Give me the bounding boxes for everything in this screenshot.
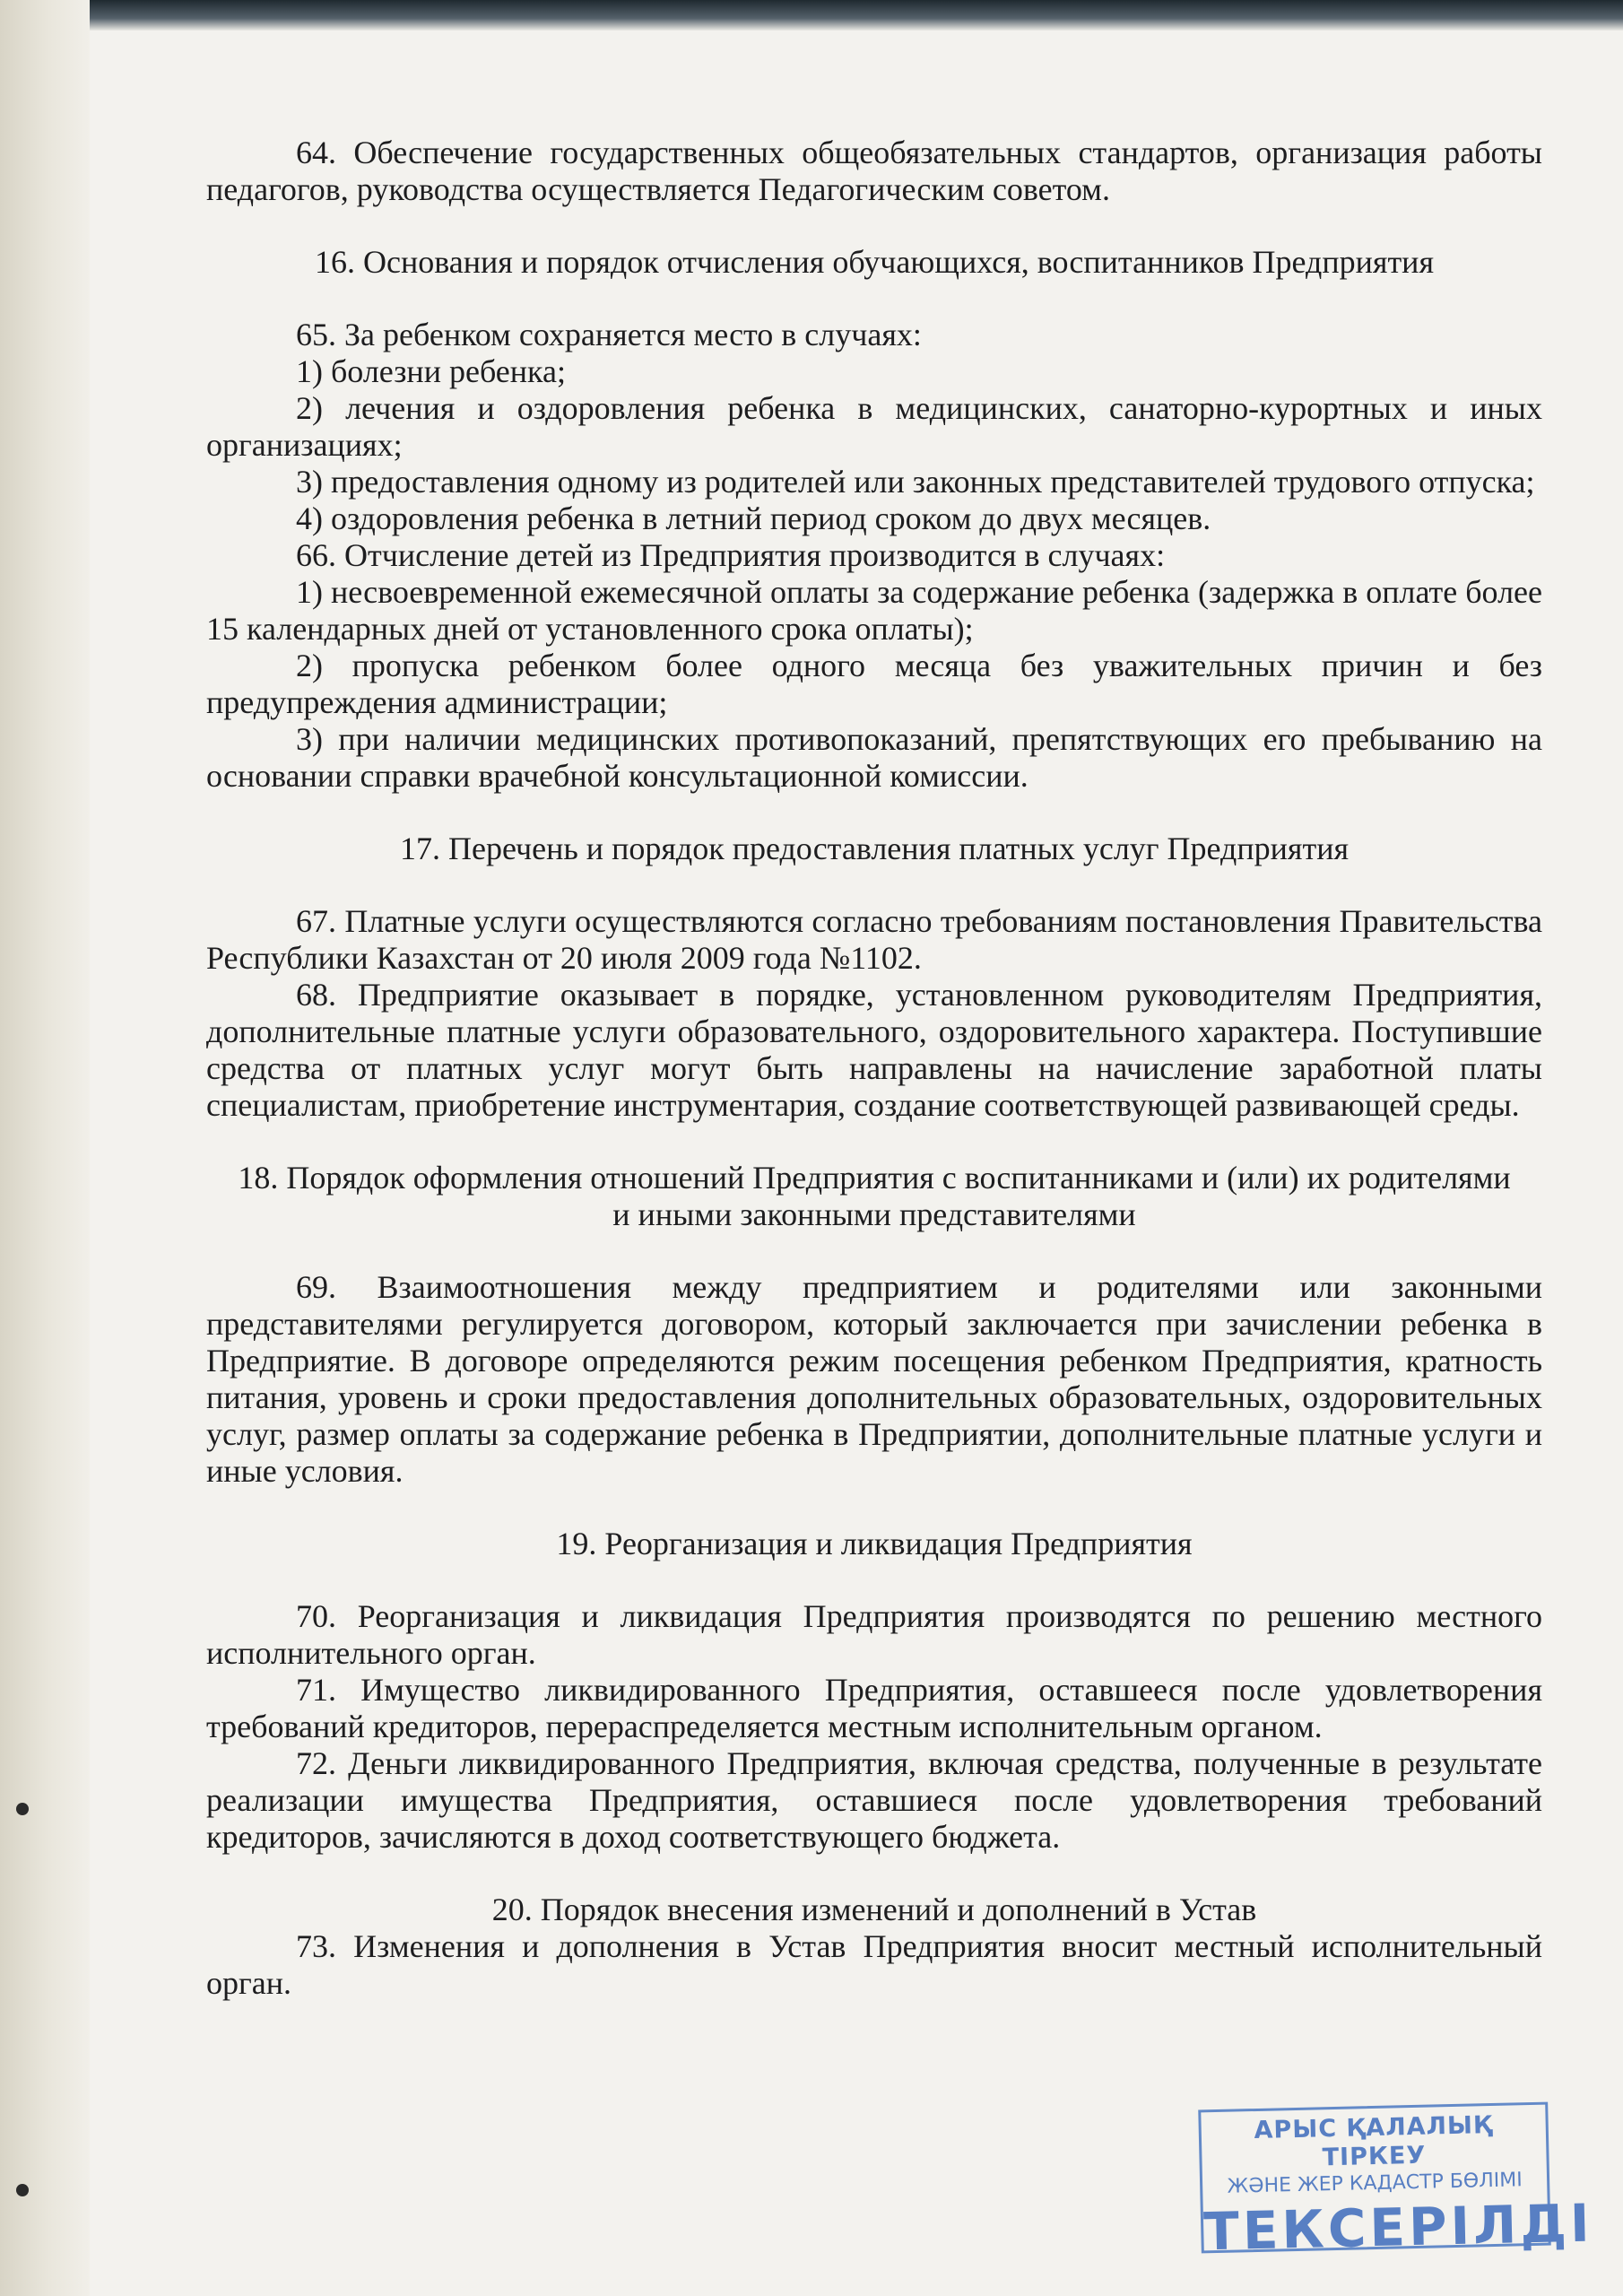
paragraph-68: 68. Предприятие оказывает в порядке, установленном руководителям Предприятия, дополнительные платные услуги образовательного, оздоровительного характера. Поступившие средства от платных услуг могут быть направлены на начисление заработной платы специалистам, приобретение инструментария, создание соответствующей развивающей среды. [206,977,1542,1123]
paragraph-71: 71. Имущество ликвидированного Предприятия, оставшееся после удовлетворения требований кредиторов, перераспределяется местным исполнительным органом. [206,1672,1542,1744]
registry-stamp [1198,2102,1594,2263]
list-item: 1) болезни ребенка; [296,353,566,389]
scan-top-edge [90,0,1623,30]
list-item: 2) пропуска ребенком более одного месяца без уважительных причин и без предупреждения администрации; [206,648,1542,720]
stamp-line1: АРЫС ҚАЛАЛЫҚ ТІРКЕУ [1254,2110,1494,2172]
paragraph-69: 69. Взаимоотношения между предприятием и родителями или законными представителями регулируется договором, который заключается при зачислении ребенка в Предприятие. В договоре определяются режим посещения ребенком Предприятия, кратность питания, уровень и сроки предоставления дополнительных образовательных, оздоровительных услуг, размер оплаты за содержание ребенка в Предприятии, дополнительные платные услуги и иные условия. [206,1269,1542,1489]
section-heading-18-line1: 18. Порядок оформления отношений Предприятия с воспитанниками и (или) их родителями [238,1160,1511,1196]
paragraph-67: 67. Платные услуги осуществляются согласно требованиям постановления Правительства Республики Казахстан от 20 июля 2009 года №1102. [206,903,1542,976]
stamp-verified-text: ТЕКСЕРІЛДІ [1202,2192,1594,2263]
document-page [206,135,1542,2179]
punch-hole-mark [16,2184,29,2196]
paragraph-70: 70. Реорганизация и ликвидация Предприятия производятся по решению местного исполнительного орган. [206,1598,1542,1671]
list-item: 1) несвоевременной ежемесячной оплаты за содержание ребенка (задержка в оплате более 15 календарных дней от установленного срока оплаты); [206,574,1543,647]
section-heading-17: 17. Перечень и порядок предоставления платных услуг Предприятия [399,831,1350,866]
section-heading-20: 20. Порядок внесения изменений и дополнений в Устав [491,1892,1257,1927]
paragraph-73: 73. Изменения и дополнения в Устав Предприятия вносит местный исполнительный орган. [206,1928,1542,2001]
list-item: 4) оздоровления ребенка в летний период сроком до двух месяцев. [296,500,1211,536]
paragraph-66: 66. Отчисление детей из Предприятия производится в случаях: [296,537,1166,573]
paragraph-72: 72. Деньги ликвидированного Предприятия, включая средства, полученные в результате реализации имущества Предприятия, оставшиеся после удовлетворения требований кредиторов, зачисляются в доход соответствующего бюджета. [206,1745,1542,1855]
list-item: 3) при наличии медицинских противопоказаний, препятствующих его пребыванию на основании справки врачебной консультационной комиссии. [206,721,1542,794]
paragraph-64: 64. Обеспечение государственных общеобязательных стандартов, организация работы педагогов, руководства осуществляется Педагогическим советом. [206,135,1542,207]
section-heading-16: 16. Основания и порядок отчисления обучающихся, воспитанников Предприятия [314,244,1434,280]
punch-hole-mark [16,1803,29,1815]
list-item: 2) лечения и оздоровления ребенка в медицинских, санаторно-курортных и иных организациях; [206,390,1542,463]
binding-edge [0,0,90,2296]
paragraph-65: 65. За ребенком сохраняется место в случаях: [296,317,922,352]
list-item: 3) предоставления одному из родителей или законных представителей трудового отпуска; [296,464,1535,500]
stamp-line2: ЖӘНЕ ЖЕР КАДАСТР БӨЛІМІ [1227,2169,1523,2198]
section-heading-18-line2: и иными законными представителями [612,1196,1136,1232]
section-heading-19: 19. Реорганизация и ликвидация Предприятия [556,1526,1193,1561]
